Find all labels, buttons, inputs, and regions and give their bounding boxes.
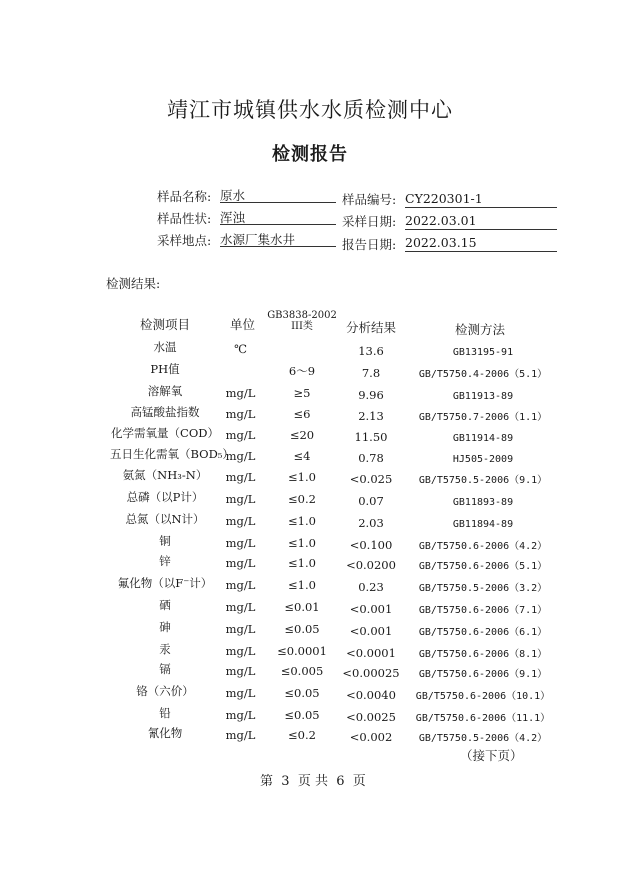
cell-result: 11.50 xyxy=(354,430,388,444)
cell-method: HJ505-2009 xyxy=(452,454,514,465)
cell-unit: mg/L xyxy=(225,556,256,570)
cell-item: 溶解氧 xyxy=(147,384,183,398)
cell-result: 0.23 xyxy=(358,580,384,594)
cell-standard xyxy=(262,341,342,357)
cell-method: GB/T5750.5-2006（9.1） xyxy=(418,475,548,486)
cell-result: <0.001 xyxy=(349,624,393,638)
sample-no-value: CY220301-1 xyxy=(405,191,557,208)
sample-state-value: 浑浊 xyxy=(220,208,336,225)
cell-unit: ℃ xyxy=(234,342,247,356)
cell-method: GB/T5750.6-2006（4.2） xyxy=(418,541,548,552)
cell-result: <0.0040 xyxy=(346,688,396,702)
cell-unit: mg/L xyxy=(225,728,256,742)
cell-item: 化学需氧量（COD） xyxy=(111,426,219,440)
continued-note: （接下页） xyxy=(460,748,523,763)
cell-result: 7.8 xyxy=(361,366,381,380)
cell-result: <0.0001 xyxy=(346,646,396,660)
cell-item: 铜 xyxy=(159,534,171,548)
cell-item: 水温 xyxy=(153,340,177,354)
cell-method: GB/T5750.6-2006（6.1） xyxy=(418,627,548,638)
cell-method: GB/T5750.5-2006（3.2） xyxy=(418,583,548,594)
cell-method: GB/T5750.6-2006（10.1） xyxy=(415,691,551,702)
cell-method: GB11913-89 xyxy=(452,391,514,402)
page-current: 3 xyxy=(281,774,290,789)
results-label: 检测结果: xyxy=(106,276,161,291)
cell-standard: ≤0.05 xyxy=(284,708,320,722)
cell-standard: ≤0.2 xyxy=(288,492,316,506)
page-mid: 页 共 xyxy=(297,774,328,789)
cell-method: GB13195-91 xyxy=(452,347,514,358)
cell-unit: mg/L xyxy=(225,686,256,700)
cell-unit: mg/L xyxy=(225,470,256,484)
sample-name-label: 样品名称: xyxy=(157,189,212,204)
cell-item: 汞 xyxy=(159,642,171,656)
cell-unit: mg/L xyxy=(225,664,256,678)
report-date-value: 2022.03.15 xyxy=(405,235,557,252)
cell-unit: mg/L xyxy=(225,514,256,528)
cell-method: GB11894-89 xyxy=(452,519,514,530)
cell-standard: ≤0.005 xyxy=(280,664,324,678)
cell-method: GB/T5750.6-2006（5.1） xyxy=(418,561,548,572)
cell-standard: ≤6 xyxy=(293,407,311,421)
cell-result: <0.002 xyxy=(349,730,393,744)
cell-item: 总磷（以P计） xyxy=(126,490,204,504)
cell-item: 总氮（以N计） xyxy=(125,512,205,526)
cell-item: 锌 xyxy=(159,554,171,568)
cell-result: 2.13 xyxy=(358,409,384,423)
sampling-site-value: 水源厂集水井 xyxy=(220,230,336,247)
cell-standard: ≤0.05 xyxy=(284,622,320,636)
header-standard-line1: GB3838-2002 xyxy=(267,310,337,321)
cell-unit: mg/L xyxy=(225,622,256,636)
header-standard xyxy=(262,310,342,332)
cell-result: 0.07 xyxy=(358,494,384,508)
cell-result: <0.00025 xyxy=(342,666,400,680)
cell-item: 氟化物（以F⁻计） xyxy=(117,576,213,590)
sample-state-label: 样品性状: xyxy=(157,211,212,226)
cell-method: GB/T5750.5-2006（4.2） xyxy=(418,733,548,744)
cell-method: GB/T5750.6-2006（9.1） xyxy=(418,669,548,680)
cell-standard: ≤0.0001 xyxy=(277,644,327,658)
cell-item: 铅 xyxy=(159,706,171,720)
cell-result: <0.0200 xyxy=(346,558,396,572)
page-number xyxy=(260,770,366,789)
cell-item: 镉 xyxy=(159,662,171,676)
cell-method: GB/T5750.6-2006（8.1） xyxy=(418,649,548,660)
cell-unit: mg/L xyxy=(225,492,256,506)
cell-standard: ≤1.0 xyxy=(288,556,316,570)
cell-method: GB/T5750.4-2006（5.1） xyxy=(418,369,548,380)
sample-no-label: 样品编号: xyxy=(342,192,397,207)
cell-unit: mg/L xyxy=(225,578,256,592)
sampling-date-value: 2022.03.01 xyxy=(405,213,557,230)
report-subtitle: 检测报告 xyxy=(272,144,348,165)
cell-method: GB11914-89 xyxy=(452,433,514,444)
page-suffix: 页 xyxy=(352,774,366,789)
cell-method: GB/T5750.7-2006（1.1） xyxy=(418,412,548,423)
cell-item: 砷 xyxy=(159,620,171,634)
cell-result: <0.0025 xyxy=(346,710,396,724)
cell-unit: mg/L xyxy=(225,600,256,614)
cell-method: GB11893-89 xyxy=(452,497,514,508)
cell-unit: mg/L xyxy=(225,536,256,550)
cell-standard: ≤1.0 xyxy=(288,536,316,550)
cell-item: 氨氮（NH₃-N） xyxy=(122,468,208,482)
cell-standard: ≤1.0 xyxy=(288,578,316,592)
cell-standard: ≤1.0 xyxy=(288,514,316,528)
cell-method: GB/T5750.6-2006（7.1） xyxy=(418,605,548,616)
cell-standard: ≤4 xyxy=(293,449,311,463)
cell-standard: ≤0.05 xyxy=(284,686,320,700)
cell-result: <0.100 xyxy=(349,538,393,552)
cell-item: 硒 xyxy=(159,598,171,612)
header-standard-line2: III类 xyxy=(291,321,313,332)
cell-standard: ≤1.0 xyxy=(288,470,316,484)
cell-unit: mg/L xyxy=(225,428,256,442)
cell-item: 五日生化需氧（BOD₅） xyxy=(110,447,234,461)
sampling-site-label: 采样地点: xyxy=(157,233,212,248)
cell-standard: ≤20 xyxy=(289,428,315,442)
cell-result: 13.6 xyxy=(358,344,384,358)
cell-standard: ≥5 xyxy=(293,386,311,400)
cell-item: 铬（六价） xyxy=(136,684,194,698)
sample-name-value: 原水 xyxy=(220,186,336,203)
header-unit: 单位 xyxy=(229,317,255,332)
cell-item: 高锰酸盐指数 xyxy=(130,405,200,419)
header-method: 检测方法 xyxy=(454,322,505,337)
report-date-label: 报告日期: xyxy=(342,237,397,252)
header-result: 分析结果 xyxy=(345,320,396,335)
page-total: 6 xyxy=(336,774,345,789)
cell-unit xyxy=(218,363,263,379)
cell-item: PH值 xyxy=(150,362,180,376)
page-prefix: 第 xyxy=(260,774,274,789)
cell-result: 9.96 xyxy=(358,388,384,402)
cell-standard: ≤0.2 xyxy=(288,728,316,742)
cell-result: <0.025 xyxy=(349,472,393,486)
cell-standard: 6～9 xyxy=(288,364,316,378)
cell-unit: mg/L xyxy=(225,386,256,400)
cell-result: <0.001 xyxy=(349,602,393,616)
cell-item: 氰化物 xyxy=(147,726,183,740)
cell-result: 2.03 xyxy=(358,516,384,530)
cell-unit: mg/L xyxy=(225,449,256,463)
cell-method: GB/T5750.6-2006（11.1） xyxy=(415,713,551,724)
cell-standard: ≤0.01 xyxy=(284,600,320,614)
cell-unit: mg/L xyxy=(225,644,256,658)
cell-result: 0.78 xyxy=(358,451,384,465)
organization-title: 靖江市城镇供水水质检测中心 xyxy=(167,98,453,122)
cell-unit: mg/L xyxy=(225,708,256,722)
cell-unit: mg/L xyxy=(225,407,256,421)
header-item: 检测项目 xyxy=(139,317,190,332)
sampling-date-label: 采样日期: xyxy=(342,214,397,229)
